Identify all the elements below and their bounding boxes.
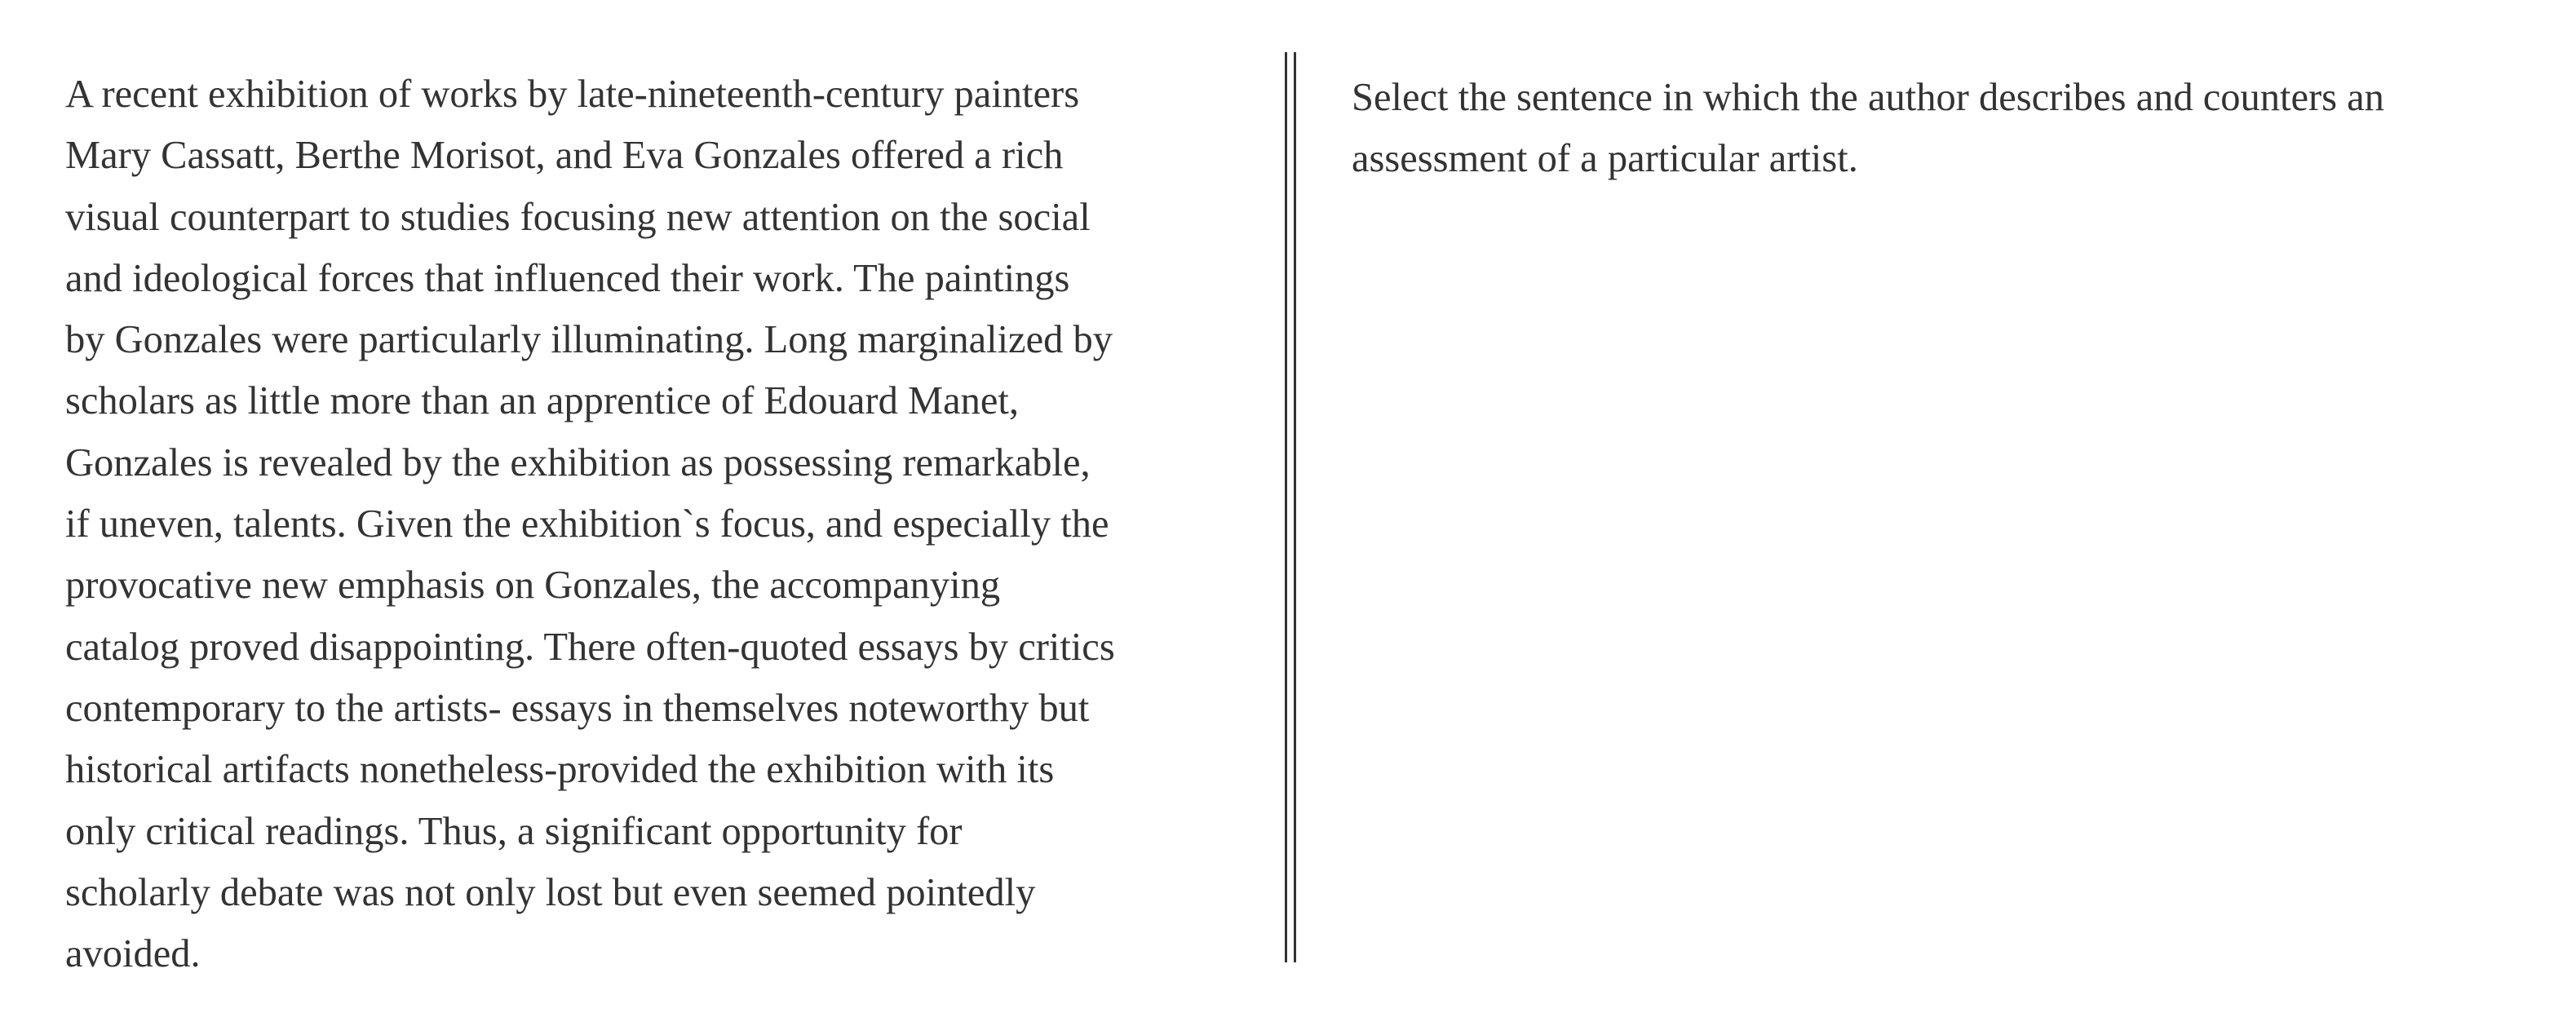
passage-sentence-4[interactable]: catalog proved disappointing. [65, 625, 544, 669]
passage-line [65, 64, 1256, 125]
passage-sentence-3[interactable]: Gonzales is revealed by the exhibition as possessing remarkable, [65, 440, 1091, 484]
passage-line [65, 432, 1256, 493]
passage-line [65, 370, 1256, 431]
passage-line [65, 862, 1256, 923]
passage-line [65, 248, 1256, 309]
passage-sentence-5[interactable]: only critical readings. [65, 809, 418, 853]
passage-sentence-3[interactable]: Long marginalized by [764, 318, 1113, 362]
passage-sentence-6[interactable]: Thus, a significant opportunity for [418, 809, 963, 853]
passage-sentence-6[interactable]: scholarly debate was not only lost but even seemed pointedly [65, 870, 1036, 914]
passage-line [65, 678, 1256, 739]
passage-line [65, 739, 1256, 800]
passage-sentence-4[interactable]: provocative new emphasis on Gonzales, the accompanying [65, 564, 1001, 608]
passage-sentence-2[interactable]: The paintings [853, 256, 1070, 300]
passage-sentence-1[interactable]: A recent exhibition of works by late-nineteenth-century painters [65, 73, 1080, 116]
passage-sentence-5[interactable]: historical artifacts nonetheless-provided the exhibition with its [65, 748, 1055, 792]
passage-sentence-6[interactable]: avoided. [65, 932, 201, 976]
passage-sentence-2[interactable]: by Gonzales were particularly illuminating. [65, 318, 764, 362]
pane-divider [1285, 52, 1296, 962]
passage-sentence-3[interactable]: scholars as little more than an apprentice of Edouard Manet, [65, 379, 1019, 423]
passage-line [65, 801, 1256, 862]
passage-line [65, 617, 1256, 678]
passage-sentence-4[interactable]: Given the exhibition`s focus, and especially the [356, 502, 1109, 546]
passage-line [65, 187, 1256, 248]
question-text-line-2: assessment of a particular artist. [1352, 137, 1858, 181]
passage-sentence-1[interactable]: and ideological forces that influenced their work. [65, 256, 854, 300]
passage-line [65, 923, 1256, 984]
passage-line [65, 555, 1256, 616]
passage-sentence-5[interactable]: There often-quoted essays by critics [543, 625, 1115, 669]
passage-sentence-3[interactable]: if uneven, talents. [65, 502, 356, 546]
passage-line [65, 125, 1256, 186]
question-pane [1352, 67, 2543, 190]
passage-pane [65, 64, 1256, 984]
passage-sentence-1[interactable]: Mary Cassatt, Berthe Morisot, and Eva Gonzales offered a rich [65, 134, 1064, 178]
passage-line [65, 493, 1256, 555]
passage-sentence-5[interactable]: contemporary to the artists- essays in themselves noteworthy but [65, 686, 1090, 730]
passage-sentence-1[interactable]: visual counterpart to studies focusing new attention on the social [65, 195, 1091, 239]
passage-line [65, 309, 1256, 370]
question-text-line-1: Select the sentence in which the author describes and counters an [1352, 76, 2384, 119]
